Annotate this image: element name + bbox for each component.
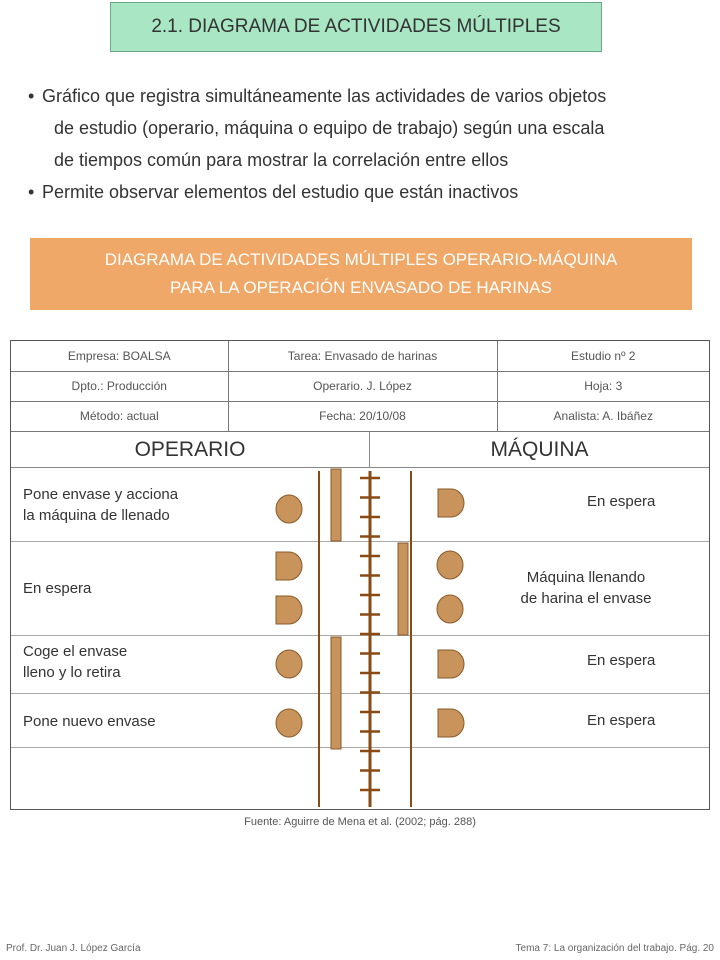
bullet-1-line-1: Gráfico que registra simultáneamente las actividades de varios objetos (42, 86, 607, 106)
subtitle-line-2: PARA LA OPERACIÓN ENVASADO DE HARINAS (170, 278, 552, 297)
operation-circle-icon (276, 709, 302, 737)
operario-activity-1-line-2: la máquina de llenado (23, 507, 170, 524)
operario-symbols (276, 495, 302, 737)
operario-time-bars (319, 469, 341, 807)
maquina-symbols (437, 489, 464, 737)
operario-activity-3-line-1: Coge el envase (23, 643, 128, 660)
maquina-time-bar-1 (398, 543, 408, 635)
footer-author: Prof. Dr. Juan J. López García (6, 943, 141, 954)
operario-activity-4-line-1: Pone nuevo envase (23, 713, 156, 730)
info-estudio: Estudio nº 2 (497, 341, 709, 371)
activity-diagram-graphic (11, 341, 709, 811)
activity-chart-form (10, 340, 710, 810)
info-operario: Operario. J. López (228, 371, 497, 401)
operario-activity-3-line-2: lleno y lo retira (23, 664, 121, 681)
info-metodo: Método: actual (11, 401, 228, 431)
header-maquina: MÁQUINA (370, 432, 709, 468)
bullet-list (28, 80, 718, 208)
header-operario: OPERARIO (11, 432, 370, 468)
operario-activity-1-line-1: Pone envase y acciona (23, 486, 179, 503)
maquina-activity-1-line-1: En espera (587, 493, 656, 510)
bullet-dot: • (28, 182, 35, 202)
info-empresa: Empresa: BOALSA (11, 341, 228, 371)
bullet-1-line-2: de estudio (operario, máquina o equipo de trabajo) según una escala (54, 118, 605, 138)
info-hoja: Hoja: 3 (497, 371, 709, 401)
info-analista: Analista: A. Ibáñez (497, 401, 709, 431)
delay-d-icon (276, 552, 302, 580)
diagram-subtitle (30, 238, 692, 310)
delay-d-icon (438, 709, 464, 737)
maquina-activity-2-line-2: de harina el envase (520, 590, 652, 607)
time-scale (360, 471, 380, 807)
info-dpto: Dpto.: Producción (11, 371, 228, 401)
maquina-activity-2-line-1: Máquina llenando (526, 569, 646, 586)
maquina-activity-4-line-1: En espera (587, 712, 656, 729)
source-citation: Fuente: Aguirre de Mena et al. (2002; pág. 288) (244, 816, 476, 828)
footer-page: Tema 7: La organización del trabajo. Pág. 20 (515, 943, 714, 954)
slide-title-text: 2.1. DIAGRAMA DE ACTIVIDADES MÚLTIPLES (151, 16, 561, 37)
bullet-2-text: Permite observar elementos del estudio que están inactivos (42, 182, 519, 202)
delay-d-icon (438, 650, 464, 678)
info-fecha: Fecha: 20/10/08 (228, 401, 497, 431)
maquina-time-bars (398, 471, 411, 807)
operation-circle-icon (437, 551, 463, 579)
operation-circle-icon (437, 595, 463, 623)
info-tarea: Tarea: Envasado de harinas (228, 341, 497, 371)
delay-d-icon (276, 596, 302, 624)
bullet-dot: • (28, 86, 35, 106)
subtitle-line-1: DIAGRAMA DE ACTIVIDADES MÚLTIPLES OPERARIO-MÁQUINA (104, 250, 618, 269)
operario-time-bar-1 (331, 469, 341, 541)
operario-time-bar-2 (331, 637, 341, 749)
bullet-item-2 (28, 176, 718, 208)
delay-d-icon (438, 489, 464, 517)
maquina-activity-3-line-1: En espera (587, 652, 656, 669)
slide-title (110, 2, 602, 52)
bullet-item-1 (28, 80, 718, 112)
operario-activity-2-line-1: En espera (23, 580, 92, 597)
operation-circle-icon (276, 495, 302, 523)
bullet-1-line-3: de tiempos común para mostrar la correlación entre ellos (54, 150, 509, 170)
operation-circle-icon (276, 650, 302, 678)
